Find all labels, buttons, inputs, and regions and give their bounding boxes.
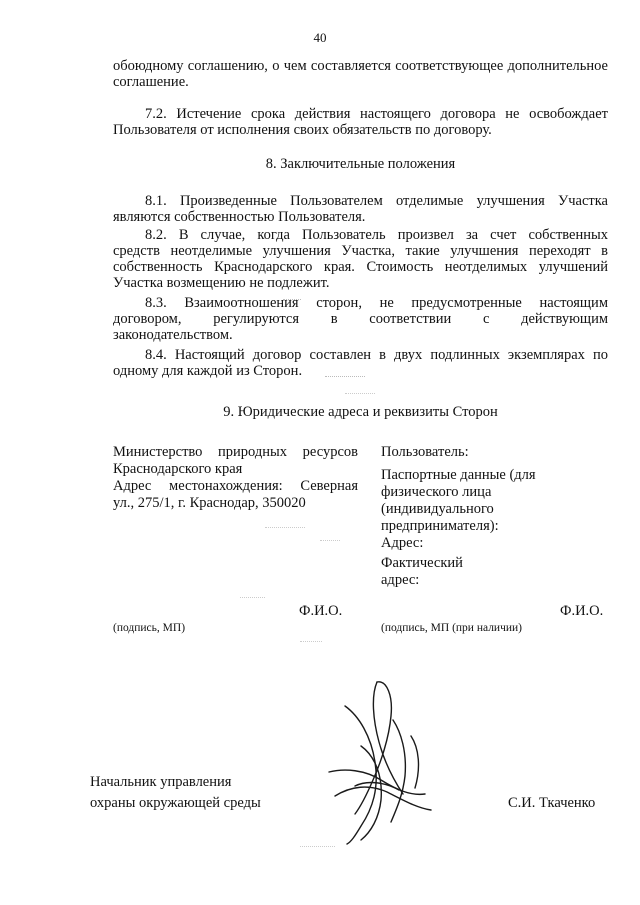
text-line: Пользователя от исполнения своих обязательств по договору. (113, 122, 492, 138)
position-line: охраны окружающей среды (90, 795, 261, 811)
text-line: собственность Краснодарского края. Стоимость неотделимых улучшений (113, 259, 608, 275)
left-sign-caption: (подпись, МП) (113, 622, 186, 634)
signer-position (90, 774, 261, 812)
text-line: 8.4. Настоящий договор составлен в двух подлинных экземплярах по (145, 347, 608, 363)
scan-speckle (240, 597, 265, 601)
text-line: Участка возмещению не подлежит. (113, 275, 330, 291)
scan-speckle (300, 846, 335, 850)
text-line: 8.1. Произведенные Пользователем отделимые улучшения Участка (145, 193, 608, 209)
text-line: 8.3. Взаимоотношения сторон, не предусмотренные настоящим (145, 295, 608, 311)
paragraph-7-2 (113, 106, 608, 138)
paragraph-continuation (113, 58, 608, 90)
scan-speckle (345, 393, 375, 397)
party-line: Краснодарского края (113, 461, 243, 477)
right-sign-caption: (подпись, МП (при наличии) (381, 622, 523, 634)
right-party-block (381, 444, 581, 589)
party-line: Паспортные данные (для (381, 467, 536, 483)
party-line: Пользователь: (381, 444, 469, 460)
signer-name: С.И. Ткаченко (508, 795, 596, 811)
scan-speckle (325, 376, 365, 380)
text-line: обоюдному соглашению, о чем составляется соответствующее дополнительное (113, 58, 608, 74)
scan-speckle (320, 540, 340, 544)
section-8-heading: 8. Заключительные положения (265, 156, 456, 172)
party-line: (индивидуального (381, 501, 494, 517)
text-line: законодательством. (113, 327, 233, 343)
position-line: Начальник управления (90, 774, 232, 790)
party-line: физического лица (381, 484, 492, 500)
left-party-block (113, 444, 358, 512)
text-line: одному для каждой из Сторон. (113, 363, 303, 379)
text-line: соглашение. (113, 74, 189, 90)
paragraph-8-1 (113, 193, 608, 225)
party-line: Министерство природных ресурсов (113, 444, 358, 460)
paragraph-8-4 (113, 347, 608, 379)
text-line: 7.2. Истечение срока действия настоящего договора не освобождает (145, 106, 608, 122)
signature-image (315, 676, 445, 846)
party-line: Адрес местонахождения: Северная (113, 478, 358, 494)
party-line: ул., 275/1, г. Краснодар, 350020 (113, 495, 306, 511)
text-line: средств неотделимые улучшения Участка, такие улучшения переходят в (113, 243, 608, 259)
scan-speckle (265, 527, 305, 531)
party-line: предпринимателя): (381, 518, 499, 534)
paragraph-8-2 (113, 227, 608, 291)
party-line: Адрес: (381, 535, 424, 551)
text-line: являются собственностью Пользователя. (113, 209, 366, 225)
page-number: 40 (313, 30, 327, 45)
left-fio: Ф.И.О. (299, 603, 343, 619)
scan-speckle (283, 299, 301, 303)
party-line: адрес: (381, 572, 420, 588)
text-line: 8.2. В случае, когда Пользователь произвел за счет собственных (145, 227, 608, 243)
party-line: Фактический (381, 555, 463, 571)
section-9-heading: 9. Юридические адреса и реквизиты Сторон (223, 404, 498, 420)
scan-speckle (300, 641, 322, 645)
paragraph-8-3 (113, 295, 608, 343)
text-line: договором, регулируются в соответствии с действующим (113, 311, 608, 327)
right-fio: Ф.И.О. (560, 603, 604, 619)
